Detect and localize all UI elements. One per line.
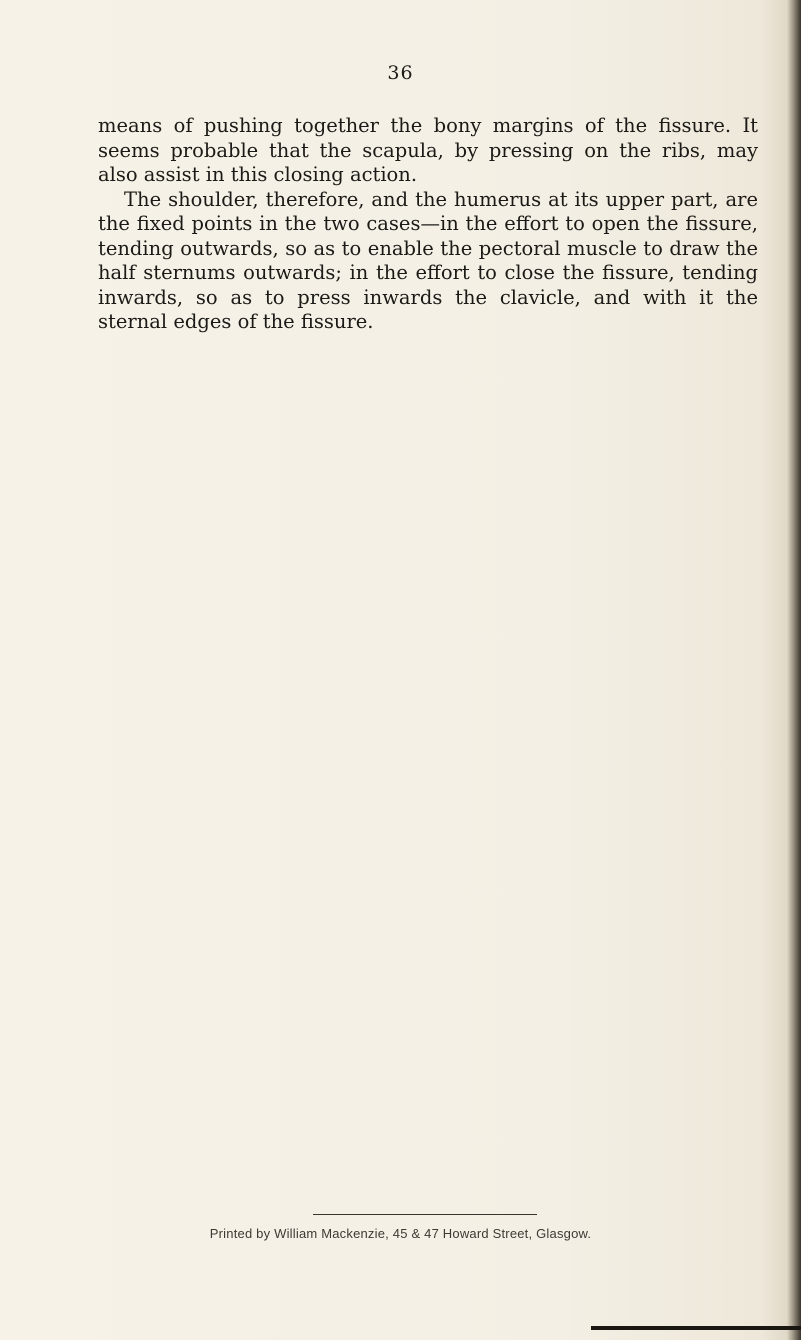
page-number: 36 (387, 62, 414, 84)
footer-rule (313, 1214, 537, 1215)
body-text (98, 114, 758, 335)
page-binding-edge (787, 0, 801, 1340)
paragraph: The shoulder, therefore, and the humerus at its upper part, are the fixed points in the two cases—in the effort to open the fissure, tending outwards, so as to enable the pectoral muscle to draw the half sternums outwards; in the effort to close the fissure, tending inwards, so as to press inwards the clavicle, and with it the sternal edges of the fissure. (98, 187, 758, 333)
page-bottom-shadow (591, 1326, 801, 1330)
paragraph-continued: means of pushing together the bony margins of the fissure. It seems probable that the scapula, by pressing on the ribs, may also assist in this closing action. (98, 114, 758, 186)
printer-imprint: Printed by William Mackenzie, 45 & 47 Howard Street, Glasgow. (209, 1226, 592, 1241)
